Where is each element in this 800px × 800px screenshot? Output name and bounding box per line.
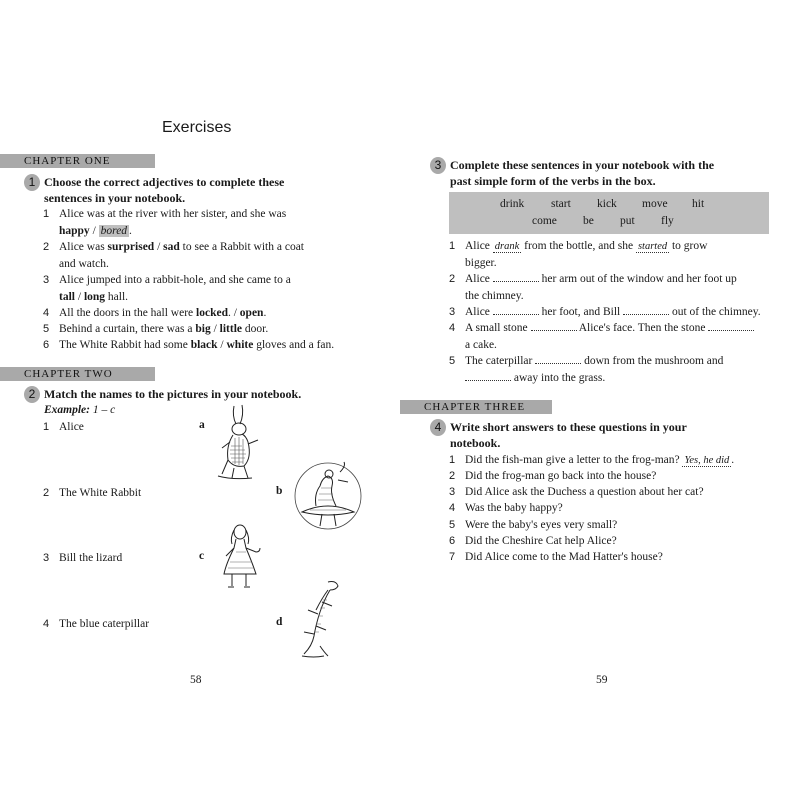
exercise-3-heading-line2: past simple form of the verbs in the box. [450, 174, 656, 188]
page-title: Exercises [162, 119, 232, 136]
blank-line [493, 304, 539, 315]
page-number-right: 59 [596, 674, 608, 686]
exercise-4-heading-line2: notebook. [450, 436, 501, 450]
verb-drink: drink [500, 198, 525, 210]
exercise-4-number: 4 [430, 419, 446, 436]
white-rabbit-illustration [212, 402, 270, 482]
exercise-2-heading: Match the names to the pictures in your notebook. [44, 387, 302, 401]
exercise-1-number: 1 [24, 174, 40, 191]
blank-line [623, 304, 669, 315]
verb-box [449, 192, 769, 234]
picture-letter-d: d [276, 616, 283, 628]
option-happy: happy [59, 224, 90, 237]
exercise-3-number: 3 [430, 157, 446, 174]
answer-yes-he-did: Yes, he did [684, 455, 730, 466]
blank-line [465, 370, 511, 381]
answer-started: started [637, 241, 668, 252]
caterpillar-illustration [292, 460, 364, 532]
blank-line [708, 320, 754, 331]
exercise-1-heading-line2: sentences in your notebook. [44, 191, 186, 205]
exercise-1-heading-line1: Choose the correct adjectives to complete these [44, 175, 285, 189]
exercise-4-heading-line1: Write short answers to these questions in your [450, 420, 687, 434]
chapter-three-bar: CHAPTER THREE [400, 400, 552, 414]
exercise-2-number: 2 [24, 386, 40, 403]
answer-drank: drank [494, 241, 520, 252]
verb-put: put [620, 215, 635, 227]
blank-line [493, 271, 539, 282]
verb-start: start [551, 198, 571, 210]
picture-letter-c: c [199, 550, 205, 562]
picture-letter-b: b [276, 485, 283, 497]
alice-illustration [218, 522, 268, 590]
chapter-one-bar: CHAPTER ONE [0, 154, 155, 168]
page-number-left: 58 [190, 674, 202, 686]
option-bored-highlighted: bored [100, 224, 128, 237]
verb-kick: kick [597, 198, 617, 210]
verb-be: be [583, 215, 594, 227]
verb-fly: fly [661, 215, 674, 227]
chapter-two-bar: CHAPTER TWO [0, 367, 155, 381]
picture-letter-a: a [199, 419, 205, 431]
lizard-illustration [294, 578, 346, 660]
verb-hit: hit [692, 198, 705, 210]
verb-come: come [532, 215, 557, 227]
exercise-3-heading-line1: Complete these sentences in your notebook with the [450, 158, 715, 172]
blank-line [535, 353, 581, 364]
blank-line [531, 320, 577, 331]
exercise-2-example: Example: 1 – c [44, 404, 116, 416]
verb-move: move [642, 198, 668, 210]
